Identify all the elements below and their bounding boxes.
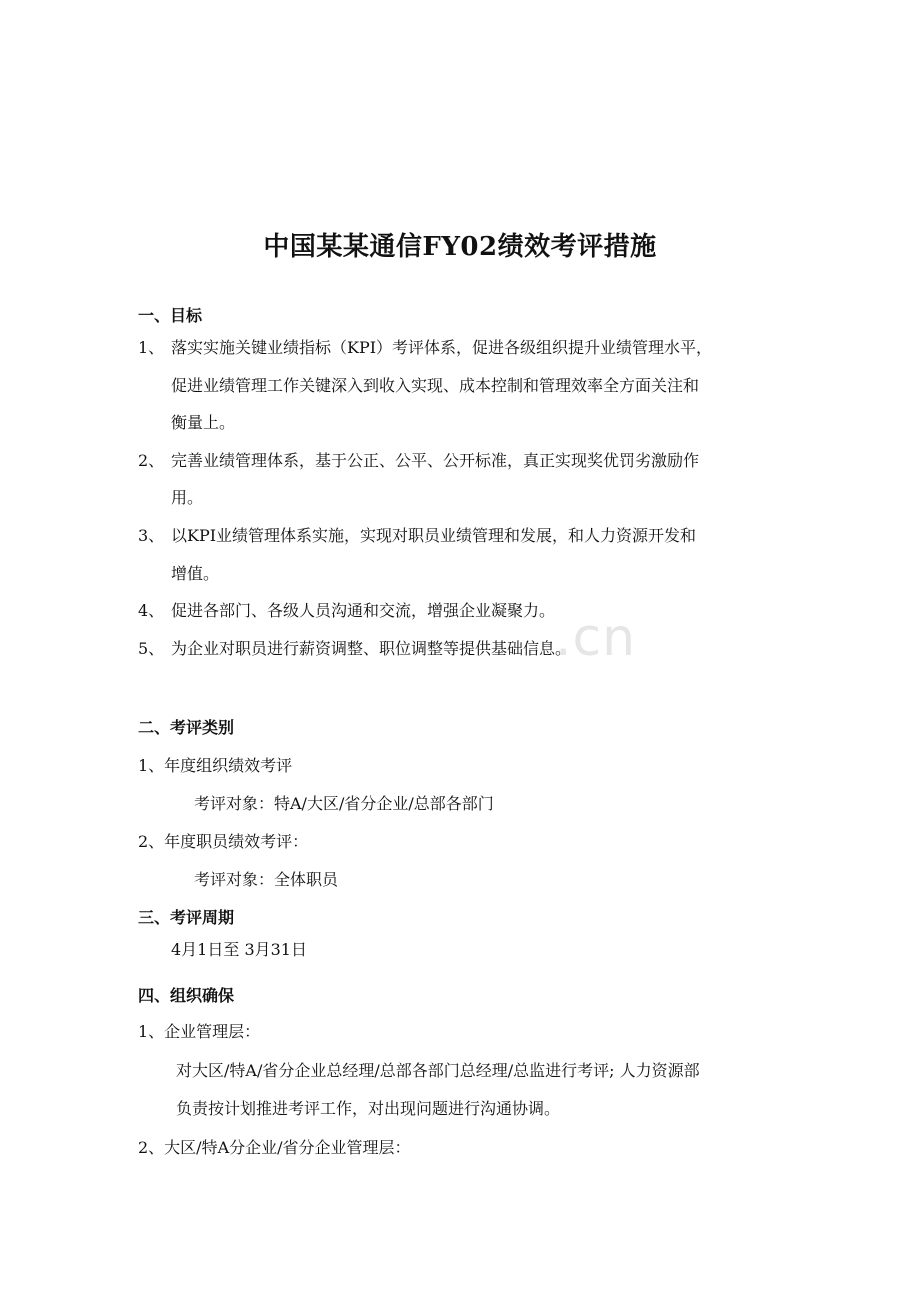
section-heading-categories: 二、考评类别 <box>138 718 235 737</box>
list-item-number: 1、 <box>138 338 165 357</box>
list-item-line: 完善业绩管理体系，基于公正、公平、公开标准，真正实现奖优罚劣激励作 <box>171 451 700 470</box>
category-target: 考评对象：特A/大区/省分企业/总部各部门 <box>194 794 494 813</box>
organization-item: 2、大区/特A分企业/省分企业管理层： <box>138 1138 411 1157</box>
watermark: .cn <box>555 608 637 668</box>
organization-item-line: 对大区/特A/省分企业总经理/总部各部门总经理/总监进行考评; 人力资源部 <box>176 1061 700 1080</box>
list-item-line: 促进各部门、各级人员沟通和交流，增强企业凝聚力。 <box>171 601 556 620</box>
list-item-line: 为企业对职员进行薪资调整、职位调整等提供基础信息。 <box>171 639 572 658</box>
list-item-line: 衡量上。 <box>171 413 236 432</box>
section-heading-organization: 四、组织确保 <box>138 986 235 1005</box>
category-item: 1、年度组织绩效考评 <box>138 756 293 775</box>
section-heading-period: 三、考评周期 <box>138 908 235 927</box>
organization-item: 1、企业管理层： <box>138 1022 261 1041</box>
list-item-line: 增值。 <box>171 564 220 583</box>
list-item-line: 以KPI业绩管理体系实施，实现对职员业绩管理和发展，和人力资源开发和 <box>171 526 697 545</box>
list-item-number: 5、 <box>138 639 165 658</box>
category-item: 2、年度职员绩效考评： <box>138 832 309 851</box>
section-heading-goals: 一、目标 <box>138 306 203 325</box>
list-item-line: 用。 <box>171 488 204 507</box>
document-title: 中国某某通信FY02绩效考评措施 <box>263 232 657 262</box>
list-item-number: 2、 <box>138 451 165 470</box>
list-item-number: 4、 <box>138 601 165 620</box>
list-item-number: 3、 <box>138 526 165 545</box>
list-item-line: 落实实施关键业绩指标（KPI）考评体系，促进各级组织提升业绩管理水平， <box>171 338 713 357</box>
list-item-line: 促进业绩管理工作关键深入到收入实现、成本控制和管理效率全方面关注和 <box>171 376 700 395</box>
period-text: 4月1日至 3月31日 <box>171 940 307 959</box>
category-target: 考评对象：全体职员 <box>194 870 339 889</box>
organization-item-line: 负责按计划推进考评工作，对出现问题进行沟通协调。 <box>176 1099 561 1118</box>
